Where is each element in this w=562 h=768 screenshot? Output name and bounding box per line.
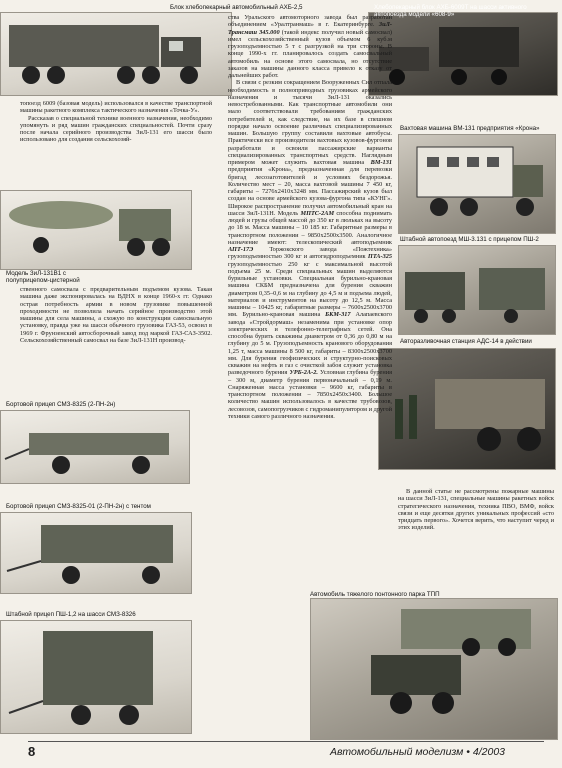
column-a-middle <box>20 286 212 398</box>
caption-msh-3-131: Штабной автопоезд МШ-3.131 с прицепом ПШ-2 <box>400 236 539 243</box>
model-name: ВМ-131 <box>370 159 392 166</box>
truck-illustration <box>379 349 555 469</box>
model-name: УРБ-2А-2. <box>289 369 318 377</box>
text-run: способна поднимать людей и грузы общей массой до 350 кг в люльках на высоту до 18 м. Масса машины – 10 185 кг. Габаритные размеры в транспортном положении – 9850x2500x3500. Аналогичное назначение имеют: телескопический автоподъемник <box>228 209 392 246</box>
caption-tpp: Автомобиль тяжелого понтонного парка ТПП <box>310 591 440 598</box>
text-run: Торжокского завода «Пожтехника» грузоподъемностью 300 кг и автогидроподъемник <box>228 246 392 261</box>
trailer-illustration <box>1 513 191 593</box>
caption-ads-14: Авторазливочная станция АДС-14 в действии <box>400 338 532 345</box>
photo-akhb-2-5 <box>0 12 232 96</box>
caption-akhb-2-5: Блок хлебопекарный автомобильный АХБ-2,5 <box>170 4 303 11</box>
paragraph: В данной статье не рассмотрены пожарные машины на шасси ЗиЛ-131, специальные машины ракетных войск стратегического назначения, техника ПВО, ВМФ, войск связи и еще десятки других уникальных профессий «сто тридцать первого». Хочется верить, что наступит черед и этих изделий. <box>398 488 554 532</box>
truck-illustration <box>399 135 555 233</box>
trailer-illustration <box>1 621 191 733</box>
text-run: Условная глубина бурения – 300 м, диаметр бурения первоначальный – 0,19 м. Снаряженная масса установки – 9600 кг, габариты в транспортном положении – 7850x2450x3400. Большое количество машин использовалось в качестве трубовозов, лесовозов, самопогрузчиков с гидроманипулятором и другой техники самого различного назначения. <box>228 369 392 420</box>
photo-smz-8325 <box>0 410 190 484</box>
photo-zil-131v1 <box>0 190 192 270</box>
photo-vm-131 <box>398 134 556 234</box>
caption-akhb-6009t: Хлебопекарный блок АХБ-6009Т на шасси активного автопоезда модели «608-9» <box>374 4 527 18</box>
text-run: В связи с резким сокращением Вооруженных Сил отпала необходимость в полноприводных грузовиках армейского назначения и тысячи ЗиЛ-131 оказались невостребованными. Как транспортные автомобили они мало соответствовали требованиям гражданских потребителей и, как следствие, на их базе в спешном порядке начало освоение различных специализированных машин. Большую группу составили вахтовые автобусы. Практически все производители вахтовых кузовов-фургонов разработали и освоили пассажирские варианты специализированных транспортных средств. Наглядным примером может служить вахтовая машина <box>228 79 392 166</box>
model-name: ПТА-325 <box>367 253 392 261</box>
photo-msh-3-131 <box>398 245 556 335</box>
model-name: АПТ-17Э <box>228 246 254 253</box>
caption-smz-8325-01: Бортовой прицеп СМЗ-8325-01 (2-ПН-2н) с тентом <box>6 503 151 510</box>
caption-smz-8325: Бортовой прицеп СМЗ-8325 (2-ПН-2н) <box>6 401 116 408</box>
photo-ads-14 <box>378 348 556 470</box>
paragraph: топоезд 6009 (базовая модель) использовался в качестве транспортной машины ракетного комплекса тактического назначения «Точка-У». <box>20 100 212 115</box>
footer-rule <box>28 741 544 742</box>
model-name: БКМ-317 <box>325 311 351 319</box>
column-b <box>228 14 392 738</box>
text-run: (такой индекс получил новый самосвал) имел сельскохозяйственный кузов объемом 6 куб.м грузоподъемностью 5 т с разгрузкой на три стороны. В конце 1990-х гг. планировалось создать самосвальный автомобиль на основе этого самосвала, но отсутствие заказов на машины данного класса привело к отказу от дальнейших работ. <box>228 28 392 79</box>
truck-illustration <box>1 191 191 269</box>
trailer-illustration <box>1 411 189 483</box>
paragraph: Рассказав о специальной технике военного назначения, необходимо упомянуть и ряд машин гражданских специальностей. Почти сразу после начала серийного производства ЗиЛ-131 его шасси было использовано для создания сельскохозяй- <box>20 114 212 144</box>
model-name: МПТС-2АМ <box>300 209 335 217</box>
column-c <box>398 488 554 588</box>
caption-psh-1-2: Штабной прицеп ПШ-1,2 на шасси СМЗ-8326 <box>6 611 136 618</box>
text-run: грузоподъемностью 250 кг с максимальной высотой подъема 25 м. Среди специальных машин выделяются бурильные установки. Специальная бурильно-крановая машина СКБМ предназначена для бурения скважин диаметром 0,35–0,6 м на глубину до 4,5 м и подъема людей, материалов и инструментов на высоту до 12,5 м. Масса машины – 10425 кг, габаритные размеры – 7600x2500x3700 мм. Бурильно-крановая машина <box>228 260 392 319</box>
text-run: предприятия «Крона», предназначенная для перевозки бригад лесозаготовителей и условиях бездорожья. Количество мест – 20, масса вахтовой машины 7 450 кг, габариты – 7276x2410x3248 мм. Пассажирский кузов был создан на основе армейского кузова-фургона типа «КУНГ». Широкое распространение получил автомобильный кран на шасси ЗиЛ-131Н. Модель <box>228 166 392 217</box>
caption-zil-131v1: Модель ЗиЛ-131В1 с полуприцепом-цистерной <box>6 270 80 284</box>
truck-illustration <box>399 246 555 334</box>
truck-illustration <box>1 13 231 95</box>
photo-psh-1-2 <box>0 620 192 734</box>
page-number: 8 <box>28 744 36 759</box>
photo-smz-8325-01 <box>0 512 192 594</box>
magazine-title: Автомобильный моделизм • 4/2003 <box>330 746 506 758</box>
model-name: ЗиЛ-Трансмаш 345.000 <box>228 21 392 36</box>
photo-akhb-6009t <box>368 12 558 96</box>
caption-vm-131: Вахтовая машина ВМ-131 предприятия «Крона» <box>400 125 540 132</box>
column-a-top <box>20 100 212 188</box>
paragraph: ственного самосвала с предварительным подъемом кузова. Такая машина даже экспонировалась на ВДНХ в конце 1960-х гг. Однако острая потребность армии в новом грузовике повышенной проходимости не позволила начать серийное производство этой машины для села машины, а схожую по конструкции самосвальную установку, правда уже на шасси обычного грузовика ГАЗ-53, освоил в 1969 г. Фрунзенский автосборочный завод под маркой ГАЗ-САЗ-3502. Сельскохозяйственный самосвал на базе ЗиЛ-131Н производ- <box>20 286 212 344</box>
text-run: Алапаевского завода «Стройдормаш» незаменима при установке опор электрических и телефонно-телеграфных сетей. Она способна бурить скважины диаметром от 0,36 до 0,80 м на глубину до 5 м. Грузоподъемность кранового оборудования 1,25 т, масса машины 8 500 кг, габариты – 8300x2500x3700 мм. Для бурения геофизических и структурно-поисковых скважин на нефть и газ с очисткой забоя служит установка разведочного бурения <box>228 311 392 377</box>
text-run: ства Уральского автомоторного завода был разработан объединением «Уралтранмаш» в г. Екатеринбурге. <box>228 14 392 29</box>
truck-illustration <box>369 13 557 95</box>
